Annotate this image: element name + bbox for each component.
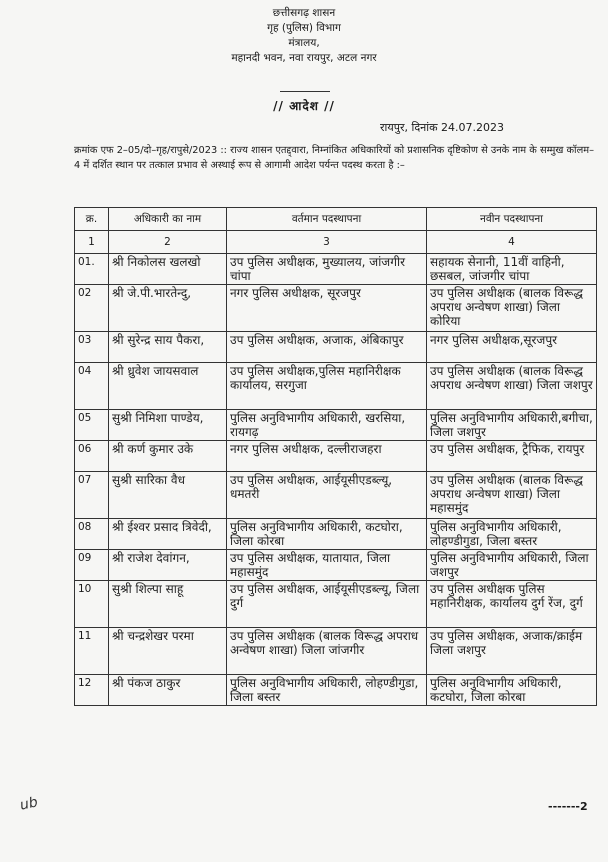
row-new-posting: उप पुलिस अधीक्षक, ट्रैफिक, रायपुर — [427, 441, 597, 472]
column-number-row — [75, 231, 597, 254]
row-serial-number: 05 — [75, 410, 109, 441]
row-new-posting: उप पुलिस अधीक्षक, अजाक/क्राईम जिला जशपुर — [427, 628, 597, 675]
row-serial-number: 04 — [75, 363, 109, 410]
row-new-posting: नगर पुलिस अधीक्षक,सूरजपुर — [427, 332, 597, 363]
row-officer-name: सुश्री शिल्पा साहू — [109, 581, 227, 628]
row-serial-number: 09 — [75, 550, 109, 581]
header-department: गृह (पुलिस) विभाग — [267, 22, 341, 34]
row-officer-name: सुश्री सारिका वैध — [109, 472, 227, 519]
table-row — [75, 581, 597, 628]
row-serial-number: 06 — [75, 441, 109, 472]
row-new-posting: पुलिस अनुविभागीय अधिकारी, कटघोरा, जिला कोरबा — [427, 675, 597, 706]
table-row — [75, 441, 597, 472]
row-officer-name: सुश्री निमिशा पाण्डेय, — [109, 410, 227, 441]
handwritten-initials: ub — [18, 794, 40, 814]
posting-table — [74, 207, 597, 706]
table-row — [75, 550, 597, 581]
dateline: रायपुर, दिनांक 24.07.2023 — [380, 121, 505, 134]
table-row — [75, 285, 597, 332]
row-current-posting: उप पुलिस अधीक्षक, मुख्यालय, जांजगीर चांपा — [227, 254, 427, 285]
table-row — [75, 628, 597, 675]
header-divider — [280, 91, 330, 92]
table-row — [75, 363, 597, 410]
row-new-posting: पुलिस अनुविभागीय अधिकारी,बगीचा, जिला जशपुर — [427, 410, 597, 441]
row-new-posting: पुलिस अनुविभागीय अधिकारी, लोहण्डीगुडा, जिला बस्तर — [427, 519, 597, 550]
row-serial-number: 12 — [75, 675, 109, 706]
row-new-posting: पुलिस अनुविभागीय अधिकारी, जिला जशपुर — [427, 550, 597, 581]
row-current-posting: उप पुलिस अधीक्षक, यातायात, जिला महासमुंद — [227, 550, 427, 581]
row-new-posting: उप पुलिस अधीक्षक पुलिस महानिरीक्षक, कार्यालय दुर्ग रेंज, दुर्ग — [427, 581, 597, 628]
header-address: महानदी भवन, नवा रायपुर, अटल नगर — [231, 52, 377, 64]
row-officer-name: श्री पंकज ठाकुर — [109, 675, 227, 706]
row-current-posting: नगर पुलिस अधीक्षक, दल्लीराजहरा — [227, 441, 427, 472]
col-number: 1 — [75, 231, 109, 254]
row-current-posting: उप पुलिस अधीक्षक (बालक विरूद्ध अपराध अन्वेषण शाखा) जिला जांजगीर — [227, 628, 427, 675]
row-current-posting: पुलिस अनुविभागीय अधिकारी, कटघोरा, जिला कोरबा — [227, 519, 427, 550]
table-row — [75, 332, 597, 363]
row-serial-number: 08 — [75, 519, 109, 550]
row-new-posting: उप पुलिस अधीक्षक (बालक विरूद्ध अपराध अन्वेषण शाखा) जिला कोरिया — [427, 285, 597, 332]
row-current-posting: उप पुलिस अधीक्षक, आईयूसीएडब्ल्यू, धमतरी — [227, 472, 427, 519]
order-intro: क्रमांक एफ 2–05/दो–गृह/रापुसे/2023 :: राज्य शासन एतद्द्वारा, निम्नांकित अधिकारियों को प्रशासनिक दृष्टिकोण से उनके नाम के सम्मुख कॉलम–4 में दर्शित स्थान पर तत्काल प्रभाव से अस्थाई रूप से आगामी आदेश पर्यन्त पदस्थ करता है :– — [74, 145, 594, 171]
col-number: 4 — [427, 231, 597, 254]
row-current-posting: पुलिस अनुविभागीय अधिकारी, खरसिया, रायगढ़ — [227, 410, 427, 441]
page-continuation-marker: -------2 — [548, 800, 588, 813]
row-current-posting: उप पुलिस अधीक्षक,पुलिस महानिरीक्षक कार्यालय, सरगुजा — [227, 363, 427, 410]
table-row — [75, 410, 597, 441]
col-header-name: अधिकारी का नाम — [109, 208, 227, 231]
row-officer-name: श्री चन्द्रशेखर परमा — [109, 628, 227, 675]
row-new-posting: सहायक सेनानी, 11वीं वाहिनी, छसबल, जांजगीर चांपा — [427, 254, 597, 285]
col-number: 3 — [227, 231, 427, 254]
col-header-current: वर्तमान पदस्थापना — [227, 208, 427, 231]
row-serial-number: 02 — [75, 285, 109, 332]
col-number: 2 — [109, 231, 227, 254]
row-current-posting: उप पुलिस अधीक्षक, अजाक, अंबिकापुर — [227, 332, 427, 363]
row-serial-number: 01. — [75, 254, 109, 285]
row-officer-name: श्री कर्ण कुमार उके — [109, 441, 227, 472]
header-ministry: मंत्रालय, — [288, 37, 320, 49]
header-government: छत्तीसगढ़ शासन — [272, 7, 336, 19]
row-current-posting: नगर पुलिस अधीक्षक, सूरजपुर — [227, 285, 427, 332]
row-officer-name: श्री ईश्वर प्रसाद त्रिवेदी, — [109, 519, 227, 550]
row-current-posting: उप पुलिस अधीक्षक, आईयूसीएडब्ल्यू, जिला दुर्ग — [227, 581, 427, 628]
table-row — [75, 675, 597, 706]
row-officer-name: श्री राजेश देवांगन, — [109, 550, 227, 581]
row-new-posting: उप पुलिस अधीक्षक (बालक विरूद्ध अपराध अन्वेषण शाखा) जिला जशपुर — [427, 363, 597, 410]
table-row — [75, 254, 597, 285]
order-title: // आदेश // — [273, 99, 335, 113]
letterhead — [0, 6, 608, 66]
row-serial-number: 07 — [75, 472, 109, 519]
row-new-posting: उप पुलिस अधीक्षक (बालक विरूद्ध अपराध अन्वेषण शाखा) जिला महासमुंद — [427, 472, 597, 519]
row-officer-name: श्री ध्रुवेश जायसवाल — [109, 363, 227, 410]
table-header-row — [75, 208, 597, 231]
row-current-posting: पुलिस अनुविभागीय अधिकारी, लोहण्डीगुडा, जिला बस्तर — [227, 675, 427, 706]
row-serial-number: 11 — [75, 628, 109, 675]
row-officer-name: श्री जे.पी.भारतेन्दु, — [109, 285, 227, 332]
row-serial-number: 03 — [75, 332, 109, 363]
table-row — [75, 472, 597, 519]
col-header-sno: क्र. — [75, 208, 109, 231]
col-header-new: नवीन पदस्थापना — [427, 208, 597, 231]
row-serial-number: 10 — [75, 581, 109, 628]
row-officer-name: श्री सुरेन्द्र साय पैकरा, — [109, 332, 227, 363]
table-row — [75, 519, 597, 550]
row-officer-name: श्री निकोलस खलखो — [109, 254, 227, 285]
